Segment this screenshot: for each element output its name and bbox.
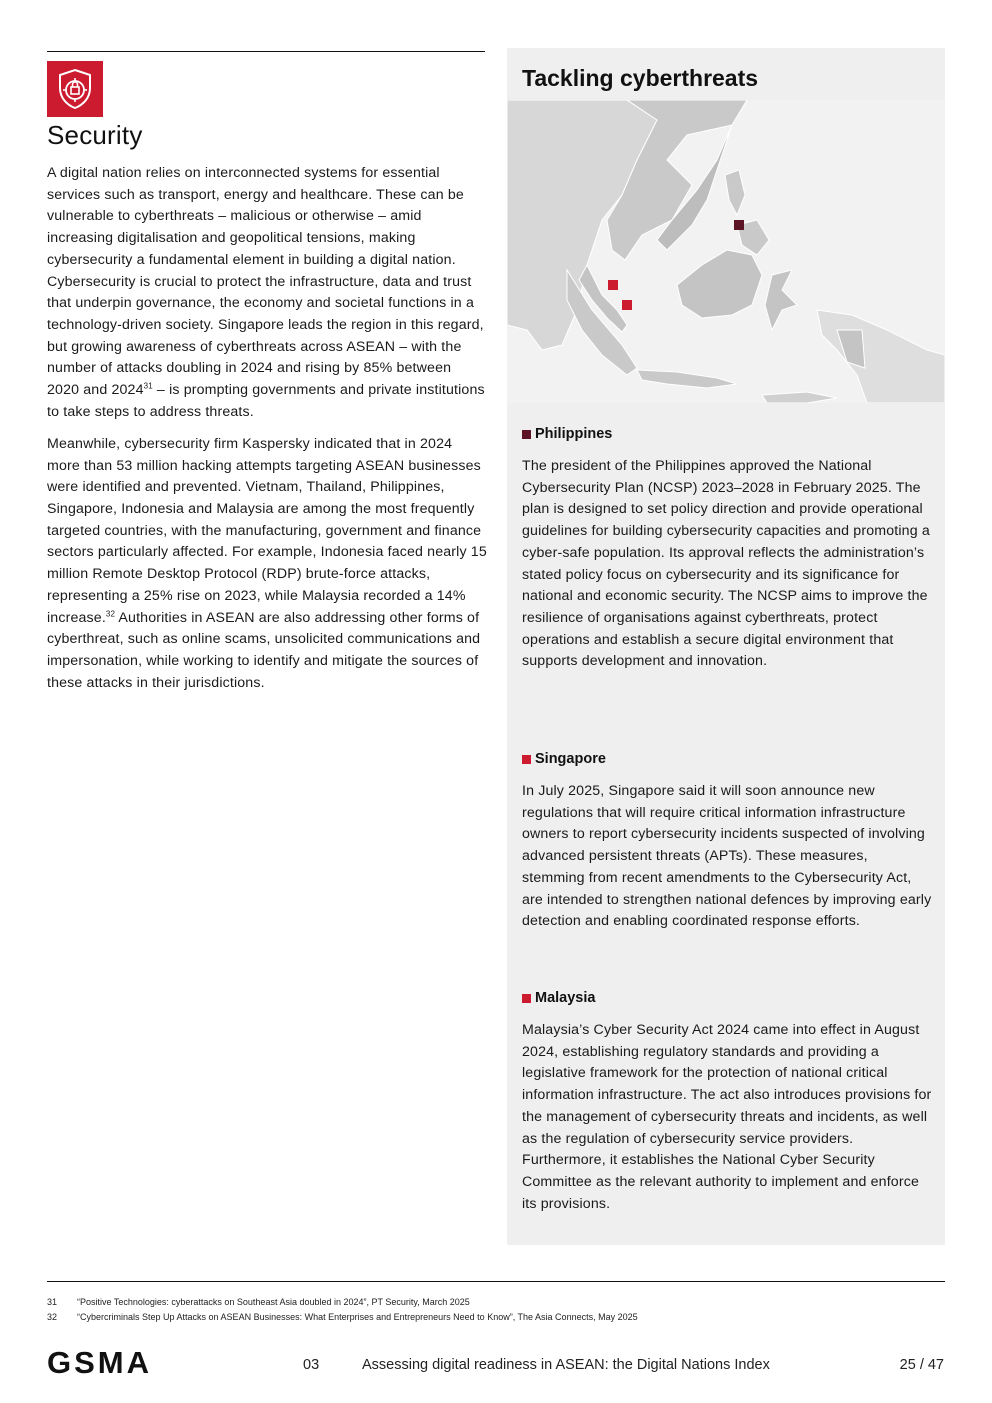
footnote: 32 “Cybercriminals Step Up Attacks on ASEAN Businesses: What Enterprises and Entrepreneurs Need to Know”, The Asia Connects, May 2025 <box>47 1311 638 1322</box>
paragraph: A digital nation relies on interconnected systems for essential services such as transport, energy and healthcare. These can be vulnerable to cyberthreats – malicious or otherwise – amid increasing digitalisation and geopolitical tensions, making cybersecurity a fundamental element in building a digital nation. Cybersecurity is crucial to protect the infrastructure, data and trust that underpin governance, the economy and societal functions in a technology-driven society. Singapore leads the region in this regard, but growing awareness of cyberthreats across ASEAN – with the number of attacks doubling in 2024 and rising by 85% between 2020 and 2024$^{31}$ – is prompting governments and private institutions to take steps to address threats. <box>47 165 485 420</box>
svg-text:GSMA: GSMA <box>47 1348 152 1376</box>
chapter-number: 03 <box>303 1357 320 1373</box>
square-bullet-icon <box>522 755 531 764</box>
marker-malaysia <box>608 280 618 290</box>
country-block-malaysia <box>522 988 932 1215</box>
country-text: In July 2025, Singapore said it will soon announce new regulations that will require critical information infrastructure owners to report cybersecurity incidents suspected of involving advanced persistent threats (APTs). These measures, stemming from recent amendments to the Cybersecurity Act, are intended to strengthen national defences by improving early detection and enabling coordinated response efforts. <box>522 783 932 930</box>
panel-title: Tackling cyberthreats <box>522 65 759 91</box>
top-rule <box>47 51 485 52</box>
gsma-logo <box>47 1348 199 1381</box>
shield-lock-icon <box>47 61 103 117</box>
marker-philippines <box>734 220 744 230</box>
section-title: Security <box>47 120 143 150</box>
footnotes <box>47 1295 638 1324</box>
paragraph: Meanwhile, cybersecurity firm Kaspersky indicated that in 2024 more than 53 million hacking attempts targeting ASEAN businesses were identified and prevented. Vietnam, Thailand, Philippines, Singapore, Indonesia and Malaysia are among the most frequently targeted countries, with the manufacturing, government and finance sectors particularly affected. For example, Indonesia faced nearly 15 million Remote Desktop Protocol (RDP) brute-force attacks, representing a 25% rise on 2023, while Malaysia recorded a 14% increase.$^{32}$ Authorities in ASEAN are also addressing other forms of cyberthreat, such as online scams, unsolicited communications and impersonation, while working to identify and mitigate the sources of these attacks in their jurisdictions. <box>47 435 487 691</box>
square-bullet-icon <box>522 994 531 1003</box>
country-block-singapore <box>522 749 932 933</box>
footnote-ref[interactable]: 31 <box>143 381 153 391</box>
country-heading: Singapore <box>522 749 932 769</box>
footnote-ref[interactable]: 32 <box>105 608 116 618</box>
section-body <box>47 163 487 705</box>
country-heading: Philippines <box>522 424 932 444</box>
country-text: The president of the Philippines approved the National Cybersecurity Plan (NCSP) 2023–2028 in February 2025. The plan is designed to set policy direction and provide operational guidelines for building cybersecurity capacities and promoting a cyber-safe population. Its approval reflects the administration’s stated policy focus on cybersecurity and its significance for national and economic security. The NCSP aims to improve the resilience of organisations against cyberthreats, protect operations and establish a secure digital environment that supports development and innovation. <box>522 458 930 670</box>
southeast-asia-map <box>507 100 945 403</box>
country-text: Malaysia’s Cyber Security Act 2024 came into effect in August 2024, establishing regulatory standards and providing a legislative framework for the protection of national critical information infrastructure. The act also introduces provisions for the management of cybersecurity threats and incidents, as well as the regulation of cybersecurity service providers. Furthermore, it establishes the National Cyber Security Committee as the relevant authority to implement and enforce its provisions. <box>522 1022 932 1212</box>
footnote: 31 “Positive Technologies: cyberattacks on Southeast Asia doubled in 2024”, PT Security, March 2025 <box>47 1297 470 1307</box>
document-title: Assessing digital readiness in ASEAN: the Digital Nations Index <box>362 1357 770 1373</box>
country-heading: Malaysia <box>522 988 932 1008</box>
marker-singapore <box>622 300 632 310</box>
sidebar-panel <box>507 48 945 1245</box>
square-bullet-icon <box>522 430 531 439</box>
page-number: 25 / 47 <box>899 1357 944 1373</box>
country-block-philippines <box>522 424 932 673</box>
footnote-rule <box>47 1281 945 1282</box>
